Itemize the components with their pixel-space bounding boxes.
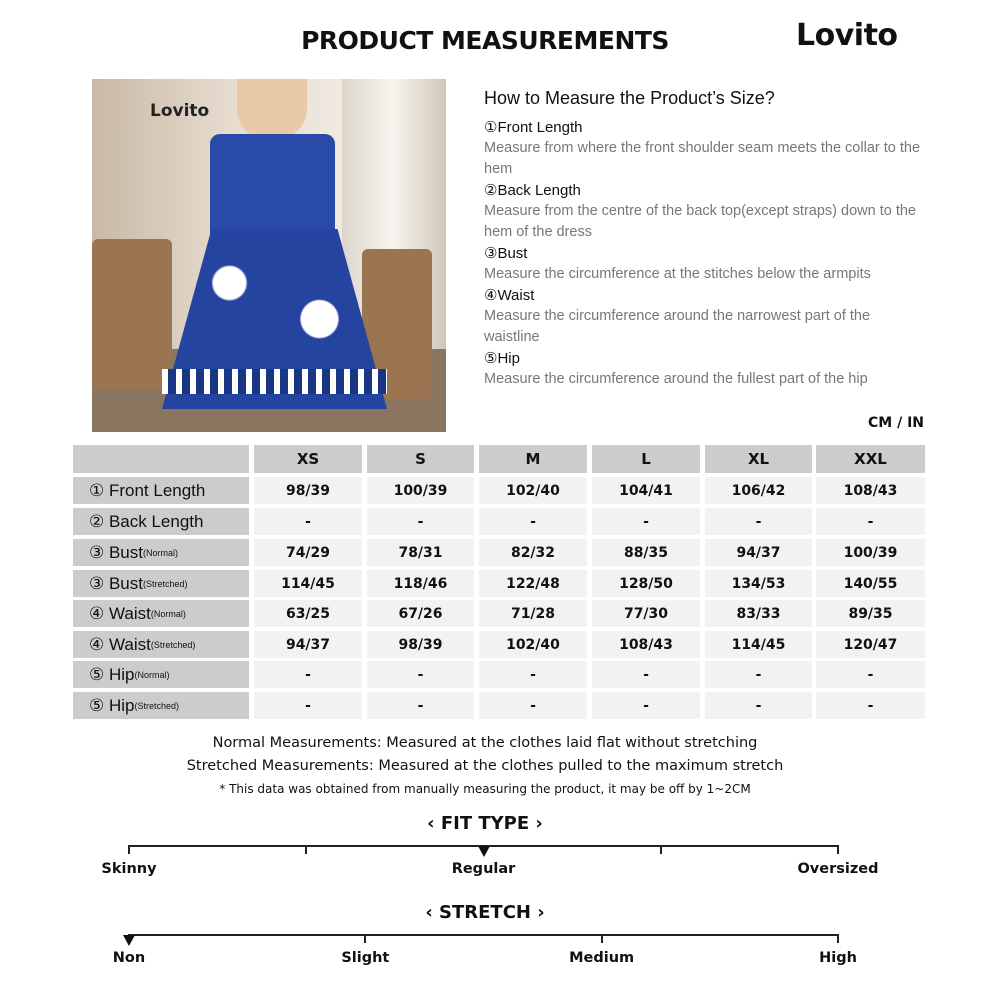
fit-label-regular: Regular bbox=[451, 861, 516, 877]
size-header-m: M bbox=[479, 445, 587, 473]
table-cell: - bbox=[705, 692, 812, 719]
row-label bbox=[73, 600, 249, 627]
stretch-label-non: Non bbox=[112, 950, 146, 966]
table-cell: - bbox=[479, 661, 587, 688]
row-label-qualifier: (Stretched) bbox=[150, 639, 196, 650]
how-to-measure bbox=[484, 88, 924, 390]
table-cell: - bbox=[367, 661, 474, 688]
stretch-label-medium: Medium bbox=[569, 950, 635, 966]
stretch-marker-icon bbox=[123, 935, 135, 946]
table-cell: 100/39 bbox=[367, 477, 474, 504]
note-stretched: Stretched Measurements: Measured at the clothes pulled to the maximum stretch bbox=[186, 758, 784, 774]
row-label bbox=[73, 539, 249, 566]
table-cell: 71/28 bbox=[479, 600, 587, 627]
stretch-title: ‹ STRETCH › bbox=[425, 902, 545, 923]
row-label-main: ② Back Length bbox=[89, 511, 204, 531]
table-cell: 108/43 bbox=[592, 631, 700, 658]
table-cell: 82/32 bbox=[479, 539, 587, 566]
photo-watermark: Lovito bbox=[150, 101, 210, 121]
table-cell: - bbox=[479, 508, 587, 535]
table-cell: - bbox=[705, 508, 812, 535]
howto-term: ①Front Length bbox=[484, 119, 583, 136]
table-cell: - bbox=[367, 692, 474, 719]
table-cell: 106/42 bbox=[705, 477, 812, 504]
row-label-main: ④ Waist bbox=[89, 603, 151, 623]
fit-marker-icon bbox=[478, 846, 490, 857]
size-header-xxl: XXL bbox=[816, 445, 925, 473]
row-label bbox=[73, 570, 249, 597]
table-cell: 118/46 bbox=[367, 570, 474, 597]
howto-term: ④Waist bbox=[484, 287, 535, 304]
row-label bbox=[73, 477, 249, 504]
table-cell: 63/25 bbox=[254, 600, 362, 627]
table-cell: 94/37 bbox=[254, 631, 362, 658]
table-cell: - bbox=[816, 661, 925, 688]
howto-term: ②Back Length bbox=[484, 182, 581, 199]
table-cell: 100/39 bbox=[816, 539, 925, 566]
table-cell: - bbox=[254, 661, 362, 688]
table-cell: - bbox=[254, 508, 362, 535]
table-corner bbox=[73, 445, 249, 473]
row-label-qualifier: (Stretched) bbox=[142, 578, 188, 589]
table-cell: 67/26 bbox=[367, 600, 474, 627]
row-label-main: ⑤ Hip bbox=[89, 695, 135, 715]
table-cell: 134/53 bbox=[705, 570, 812, 597]
howto-term: ⑤Hip bbox=[484, 350, 520, 367]
row-label-main: ③ Bust bbox=[89, 573, 143, 593]
table-cell: 78/31 bbox=[367, 539, 474, 566]
howto-desc: Measure the circumference around the fullest part of the hip bbox=[484, 371, 868, 387]
table-cell: 122/48 bbox=[479, 570, 587, 597]
howto-desc: Measure from the centre of the back top(except straps) down to the hem of the dress bbox=[484, 203, 916, 240]
table-cell: 94/37 bbox=[705, 539, 812, 566]
table-cell: 88/35 bbox=[592, 539, 700, 566]
howto-desc: Measure the circumference around the narrowest part of the waistline bbox=[484, 308, 871, 345]
howto-title: How to Measure the Product’s Size? bbox=[484, 88, 775, 108]
table-cell: 77/30 bbox=[592, 600, 700, 627]
fit-label-skinny: Skinny bbox=[101, 861, 157, 877]
table-cell: - bbox=[816, 692, 925, 719]
fit-type-title: ‹ FIT TYPE › bbox=[427, 813, 543, 834]
product-photo bbox=[92, 79, 446, 432]
table-cell: 114/45 bbox=[705, 631, 812, 658]
table-cell: 108/43 bbox=[816, 477, 925, 504]
note-normal: Normal Measurements: Measured at the clothes laid flat without stretching bbox=[212, 735, 758, 751]
row-label bbox=[73, 508, 249, 535]
table-cell: - bbox=[592, 661, 700, 688]
size-header-s: S bbox=[367, 445, 474, 473]
table-cell: - bbox=[254, 692, 362, 719]
row-label bbox=[73, 661, 249, 688]
table-cell: 114/45 bbox=[254, 570, 362, 597]
stretch-tick bbox=[837, 934, 839, 943]
size-header-xs: XS bbox=[254, 445, 362, 473]
fit-tick bbox=[128, 845, 130, 854]
page-title: PRODUCT MEASUREMENTS bbox=[301, 26, 669, 55]
table-cell: - bbox=[705, 661, 812, 688]
table-cell: - bbox=[592, 508, 700, 535]
table-cell: 102/40 bbox=[479, 631, 587, 658]
stretch-label-high: High bbox=[819, 950, 857, 966]
table-cell: 128/50 bbox=[592, 570, 700, 597]
size-header-xl: XL bbox=[705, 445, 812, 473]
row-label-qualifier: (Normal) bbox=[150, 608, 186, 619]
note-disclaimer: * This data was obtained from manually measuring the product, it may be off by 1~2CM bbox=[219, 782, 751, 796]
table-cell: - bbox=[816, 508, 925, 535]
table-cell: 120/47 bbox=[816, 631, 925, 658]
row-label-qualifier: (Normal) bbox=[134, 669, 170, 680]
stretch-tick bbox=[364, 934, 366, 943]
row-label bbox=[73, 631, 249, 658]
fit-tick bbox=[660, 845, 662, 854]
row-label-main: ⑤ Hip bbox=[89, 664, 135, 684]
row-label-main: ④ Waist bbox=[89, 634, 151, 654]
howto-term: ③Bust bbox=[484, 245, 528, 262]
row-label bbox=[73, 692, 249, 719]
fit-tick bbox=[305, 845, 307, 854]
stretch-tick bbox=[601, 934, 603, 943]
row-label-main: ③ Bust bbox=[89, 542, 143, 562]
fit-label-oversized: Oversized bbox=[797, 861, 879, 877]
row-label-qualifier: (Normal) bbox=[142, 547, 178, 558]
howto-desc: Measure from where the front shoulder seam meets the collar to the hem bbox=[484, 140, 921, 177]
fit-tick bbox=[837, 845, 839, 854]
brand-logo: Lovito bbox=[796, 18, 898, 53]
table-cell: 74/29 bbox=[254, 539, 362, 566]
row-label-qualifier: (Stretched) bbox=[134, 700, 180, 711]
size-header-l: L bbox=[592, 445, 700, 473]
table-cell: - bbox=[479, 692, 587, 719]
table-cell: 98/39 bbox=[367, 631, 474, 658]
stretch-scale-line bbox=[128, 934, 839, 936]
table-cell: 104/41 bbox=[592, 477, 700, 504]
table-cell: 89/35 bbox=[816, 600, 925, 627]
table-cell: 98/39 bbox=[254, 477, 362, 504]
table-cell: - bbox=[367, 508, 474, 535]
howto-desc: Measure the circumference at the stitches below the armpits bbox=[484, 266, 871, 282]
table-cell: 83/33 bbox=[705, 600, 812, 627]
unit-label: CM / IN bbox=[868, 415, 924, 431]
stretch-label-slight: Slight bbox=[341, 950, 390, 966]
row-label-main: ① Front Length bbox=[89, 480, 206, 500]
table-cell: 102/40 bbox=[479, 477, 587, 504]
table-cell: - bbox=[592, 692, 700, 719]
table-cell: 140/55 bbox=[816, 570, 925, 597]
